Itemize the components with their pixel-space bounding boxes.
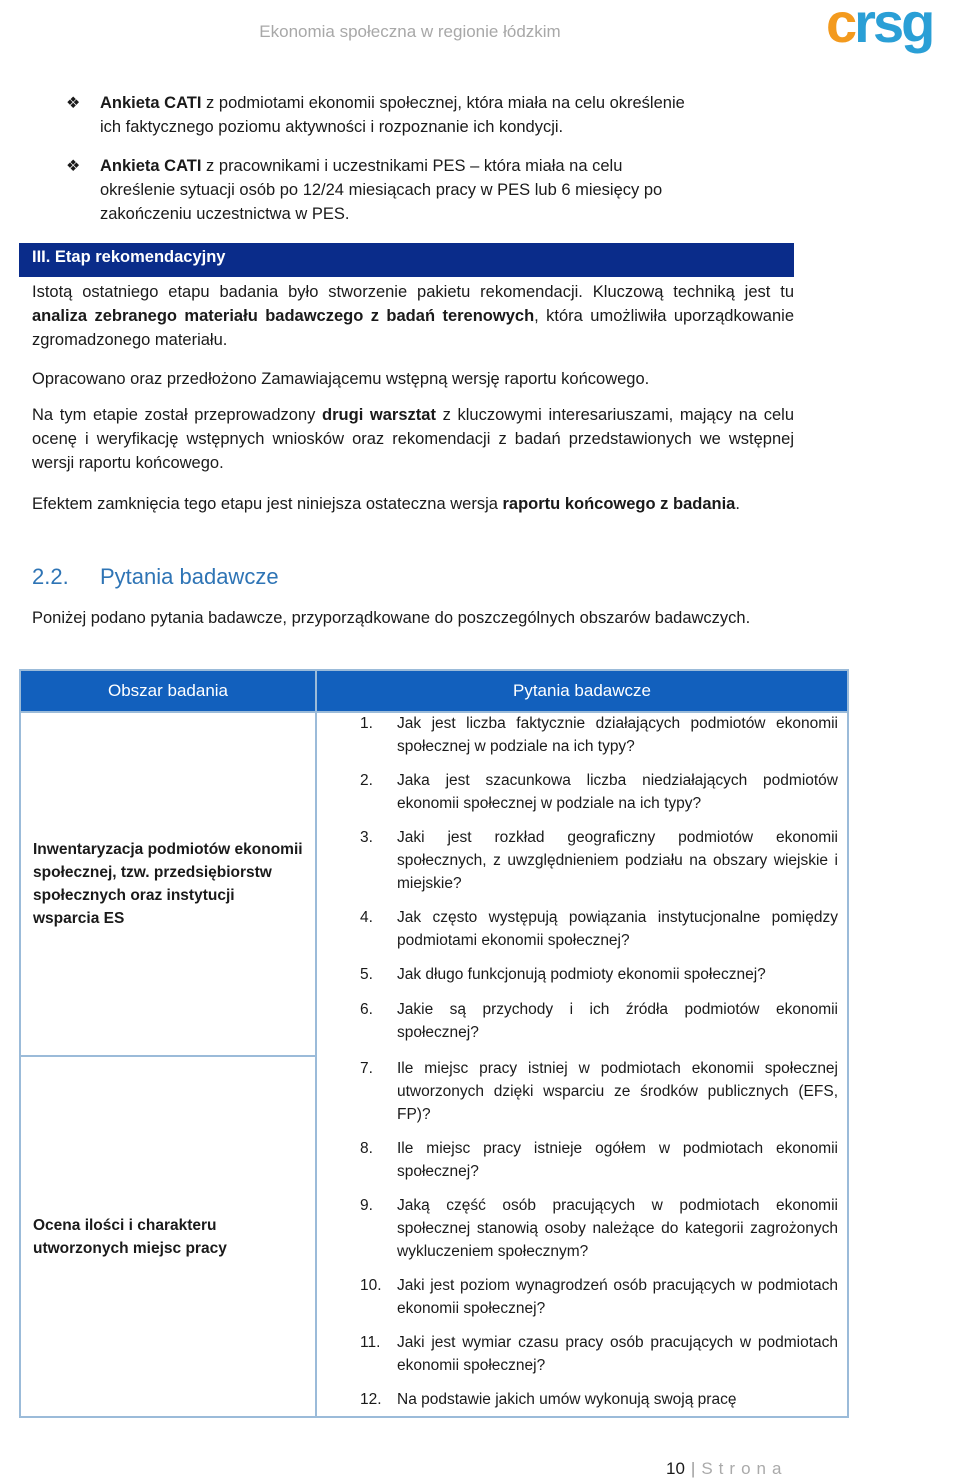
- question-number: 3.: [360, 829, 373, 846]
- page-label: Strona: [701, 1459, 788, 1478]
- section-heading: 2.2. Pytania badawcze: [32, 564, 279, 589]
- question-item: [360, 826, 838, 895]
- question-item: [360, 769, 838, 815]
- logo-letter-c: c: [826, 0, 855, 54]
- question-item: [360, 1057, 838, 1126]
- paragraph: Istotą ostatniego etapu badania było stworzenie pakietu rekomendacji. Kluczową techniką jest tu analiza zebranego materiału badawczego z badań terenowych, która umożliwiła uporządkowanie zgromadzonego materiału.: [32, 283, 794, 349]
- crsg-logo: [826, 0, 958, 62]
- question-number: 4.: [360, 909, 373, 926]
- footer-separator: |: [690, 1459, 696, 1478]
- question-number: 6.: [360, 1001, 373, 1018]
- running-header: Ekonomia społeczna w regionie łódzkim: [259, 22, 561, 41]
- question-text: Na podstawie jakich umów wykonują swoją pracę: [397, 1391, 737, 1408]
- question-text: Jakie są przychody i ich źródła podmiotów ekonomii społecznej?: [397, 1001, 838, 1041]
- paragraph: Opracowano oraz przedłożono Zamawiającemu wstępną wersję raportu końcowego.: [32, 370, 650, 388]
- paragraph: Na tym etapie został przeprowadzony drugi warsztat z kluczowymi interesariuszami, mający na celu ocenę i weryfikację wstępnych wniosków oraz rekomendacji z badań przedstawionych we wstępnej wersji raportu końcowego.: [32, 406, 795, 472]
- question-item: [360, 998, 838, 1044]
- bullet-diamond-icon: ❖: [66, 158, 81, 175]
- question-text: Jaki jest wymiar czasu pracy osób pracujących w podmiotach ekonomii społecznej?: [397, 1334, 838, 1374]
- paragraph: Efektem zamknięcia tego etapu jest niniejsza ostateczna wersja raportu końcowego z badania.: [32, 495, 740, 513]
- question-number: 8.: [360, 1140, 373, 1157]
- question-text: Jaki jest rozkład geograficzny podmiotów ekonomii społecznych, z uwzględnieniem podziału na obszary wiejskie i miejskie?: [397, 829, 838, 892]
- question-text: Jaki jest poziom wynagrodzeń osób pracujących w podmiotach ekonomii społecznej?: [397, 1277, 838, 1317]
- question-item: [360, 963, 838, 986]
- question-number: 9.: [360, 1197, 373, 1214]
- area-cell: Ocena ilości i charakteru utworzonych miejsc pracy: [20, 1056, 316, 1417]
- question-number: 2.: [360, 772, 373, 789]
- question-item: [360, 1137, 838, 1183]
- question-number: 12.: [360, 1391, 382, 1408]
- table-header-area: Obszar badania: [20, 670, 316, 712]
- stage-heading: III. Etap rekomendacyjny: [32, 248, 226, 266]
- page-number: 10: [666, 1459, 685, 1478]
- question-number: 5.: [360, 966, 373, 983]
- question-item: [360, 1194, 838, 1263]
- question-text: Jak jest liczba faktycznie działających podmiotów ekonomii społecznej w podziale na ich typy?: [397, 715, 838, 755]
- question-item: [360, 712, 838, 758]
- table-header-questions: Pytania badawcze: [316, 670, 848, 712]
- bullet-item: Ankieta CATI z podmiotami ekonomii społecznej, która miała na celu określenie ich faktycznego poziomu aktywności i rozpoznanie ich kondycji.: [100, 94, 685, 136]
- question-item: [360, 1388, 838, 1411]
- question-text: Jaka jest szacunkowa liczba niedziałających podmiotów ekonomii społecznej w podziale na ich typy?: [397, 772, 838, 812]
- question-text: Jak często występują powiązania instytucjonalne pomiędzy podmiotami ekonomii społecznej?: [397, 909, 838, 949]
- question-text: Jak długo funkcjonują podmioty ekonomii społecznej?: [397, 966, 766, 983]
- question-text: Ile miejsc pracy istnieje ogółem w podmiotach ekonomii społecznej?: [397, 1140, 838, 1180]
- question-item: [360, 906, 838, 952]
- area-cell: Inwentaryzacja podmiotów ekonomii społecznej, tzw. przedsiębiorstw społecznych oraz instytucji wsparcia ES: [20, 712, 316, 1056]
- question-text: Jaką część osób pracujących w podmiotach ekonomii społecznej stanowią osoby należące do kategorii zagrożonych wykluczeniem społecznym?: [397, 1197, 838, 1260]
- question-number: 1.: [360, 715, 373, 732]
- bullet-diamond-icon: ❖: [66, 95, 81, 112]
- question-number: 11.: [360, 1334, 381, 1351]
- paragraph: Poniżej podano pytania badawcze, przyporządkowane do poszczególnych obszarów badawczych.: [32, 609, 751, 627]
- question-item: [360, 1331, 838, 1377]
- page-footer: [666, 1459, 787, 1479]
- question-number: 7.: [360, 1060, 373, 1077]
- logo-letters-rsg: rsg: [854, 0, 933, 54]
- bullet-item: Ankieta CATI z pracownikami i uczestnikami PES – która miała na celu określenie sytuacji osób po 12/24 miesiącach pracy w PES lub 6 miesięcy po zakończeniu uczestnictwa w PES.: [100, 157, 663, 223]
- question-number: 10.: [360, 1277, 382, 1294]
- question-item: [360, 1274, 838, 1320]
- question-text: Ile miejsc pracy istniej w podmiotach ekonomii społecznej utworzonych dzięki wsparciu ze środków publicznych (EFS, FP)?: [397, 1060, 838, 1123]
